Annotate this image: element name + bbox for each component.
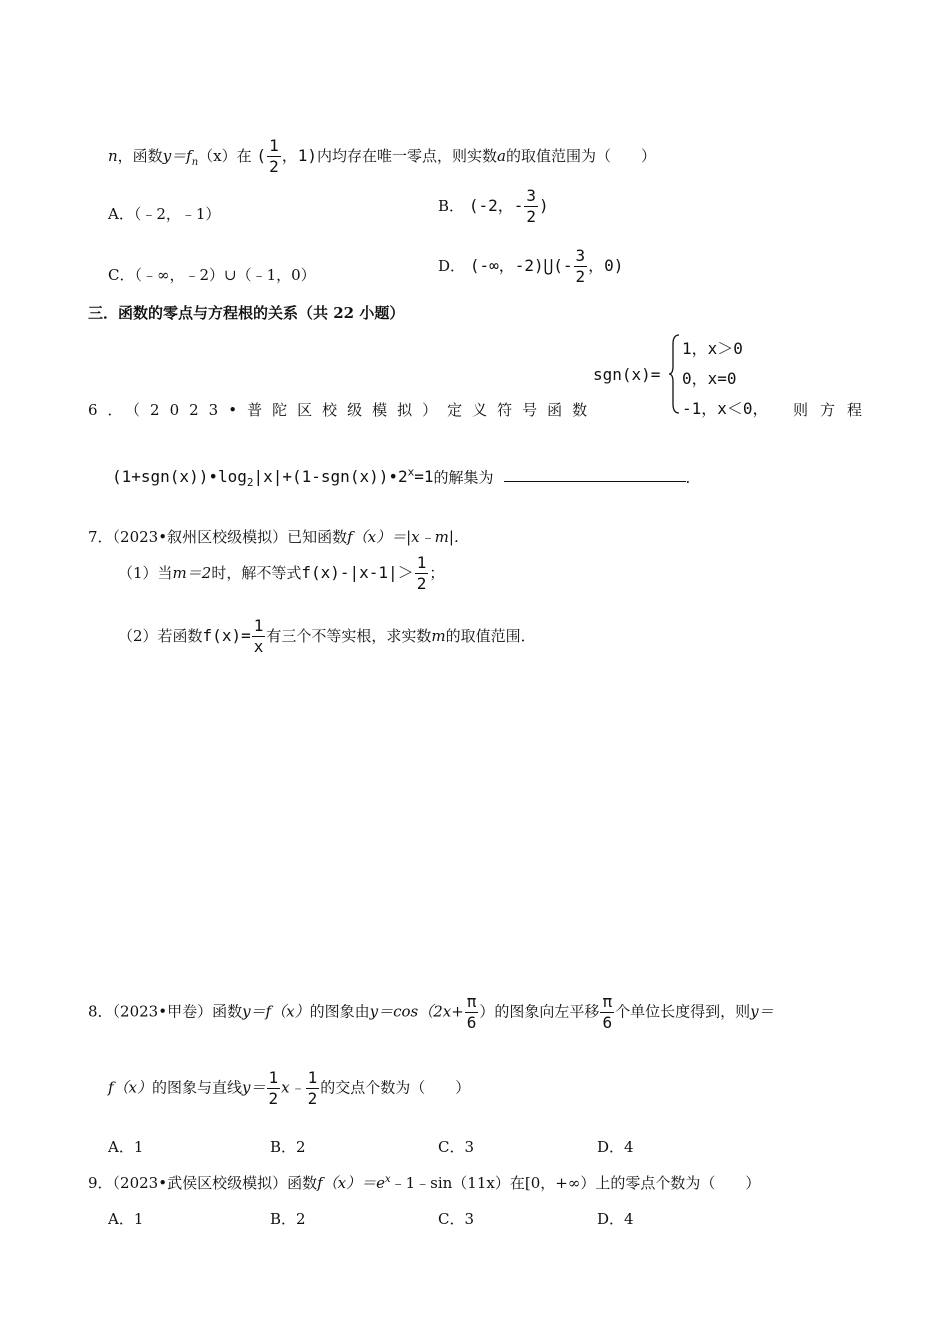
q8-l2-y: y＝ — [242, 1078, 266, 1097]
q6-eq2: |x|+(1-sgn(x))•2 — [253, 467, 408, 487]
q5-interval-den: 2 — [269, 157, 279, 176]
q8-half-frac — [267, 1070, 281, 1107]
q5-interval-frac — [267, 138, 281, 175]
q7-p2-formula — [202, 616, 267, 656]
q8-option-d[interactable]: D．4 — [597, 1138, 634, 1156]
q5-text2: 内均存在唯一零点，则实数 — [316, 147, 497, 165]
q8-l2-t1: 的图象与直线 — [152, 1078, 243, 1097]
q7-p2-pre: （2）若函数 — [118, 627, 203, 645]
q5-option-c[interactable]: C．（﹣∞，﹣2）∪（﹣1，0） — [108, 266, 316, 284]
q9-option-c[interactable]: C．3 — [438, 1210, 475, 1228]
q6-answer-blank[interactable] — [504, 467, 686, 482]
q5-x-paren: （x）在 — [198, 147, 252, 165]
q8-h-den: 2 — [268, 1089, 279, 1108]
q8-stem-line2 — [108, 1070, 470, 1107]
q6-eq3: =1 — [414, 467, 434, 487]
q5-text1: ，函数 — [117, 147, 163, 165]
q7-p2-frac — [252, 618, 266, 655]
q7-p1-pre: （1）当 — [118, 564, 173, 582]
q8-l2-x: x﹣ — [281, 1078, 305, 1097]
q5-option-d-frac — [574, 248, 588, 285]
q5-option-b-den: 2 — [526, 207, 536, 226]
q8-h2-num: 1 — [307, 1068, 318, 1087]
q5-n: n — [108, 147, 118, 165]
q5-interval-open: ( — [256, 146, 267, 165]
q8-pi2-frac — [600, 994, 614, 1031]
q5-option-d-label: D． — [438, 257, 466, 275]
q8-t3: 个单位长度得到，则 — [615, 1002, 751, 1021]
q8-pi2-num: π — [602, 992, 613, 1011]
q5-option-b-label: B． — [438, 197, 465, 215]
q8-half2-frac — [306, 1070, 320, 1107]
q6-tail: 则方程 — [793, 401, 875, 419]
q5-sub-n: n — [191, 157, 199, 168]
q7-stem — [88, 526, 469, 547]
q6-brace — [668, 334, 680, 414]
q6-sgn-lhs: sgn(x)= — [593, 365, 661, 384]
q7-part2 — [118, 618, 536, 655]
q5-interval-rest: ，1) — [281, 146, 317, 165]
q7-p1-formula — [301, 553, 429, 593]
q9-sup: x — [384, 1174, 391, 1185]
q8-h-num: 1 — [268, 1068, 279, 1087]
q8-y-eq: y＝ — [750, 1002, 774, 1021]
q5-option-d[interactable] — [438, 248, 623, 285]
q9-rest: ﹣1﹣sin（11x）在[0，+∞）上的零点个数为（ ） — [390, 1174, 761, 1192]
q6-eq-text: 的解集为 — [433, 468, 494, 487]
q7-p1-den: 2 — [416, 574, 427, 593]
q8-l2-fx: f（x） — [108, 1078, 153, 1097]
q9-fx: f（x）＝e — [317, 1174, 385, 1192]
q8-label: 8．（2023•甲卷）函数 — [88, 1002, 243, 1021]
q7-p2-end: 的取值范围． — [445, 627, 536, 645]
q5-option-d-post: ，0) — [588, 256, 624, 275]
q7-fx: f（x）＝|x﹣m|． — [347, 528, 469, 546]
q8-option-c[interactable]: C．3 — [438, 1138, 475, 1156]
q8-t2: ）的图象向左平移 — [479, 1002, 600, 1021]
q6-period: ． — [685, 468, 701, 487]
q7-p1-frac — [415, 555, 429, 592]
q8-pi-frac — [465, 994, 479, 1031]
q6-case-3: -1，x＜0， — [682, 399, 769, 418]
q8-ycos: y＝cos（2x+ — [369, 1002, 464, 1021]
q5-interval — [256, 136, 317, 176]
q9-stem — [88, 1172, 760, 1193]
q9-option-b[interactable]: B．2 — [270, 1210, 306, 1228]
q5-option-d-den: 2 — [575, 267, 586, 286]
q6-equation-line — [112, 466, 701, 490]
q5-option-b[interactable] — [438, 188, 549, 225]
q7-p2-text: 有三个不等实根，求实数 — [266, 627, 432, 645]
q5-option-d-expr — [469, 246, 624, 286]
section-heading: 三．函数的零点与方程根的关系（共 22 小题） — [88, 304, 405, 322]
q8-pi-den: 6 — [466, 1013, 477, 1032]
q8-h2-den: 2 — [307, 1089, 318, 1108]
q7-p1-end: ； — [429, 564, 445, 582]
q8-l2-t2: 的交点个数为（ ） — [320, 1078, 471, 1097]
q7-p1-num: 1 — [416, 553, 427, 572]
q7-label: 7．（2023•叙州区校级模拟）已知函数 — [88, 528, 348, 546]
q5-y-eq: y＝f — [162, 147, 192, 165]
q8-pi2-den: 6 — [602, 1013, 613, 1032]
q7-p2-m: m — [431, 627, 446, 645]
q8-pi-num: π — [466, 992, 477, 1011]
q6-eq-sub: 2 — [246, 476, 254, 490]
q6-equation — [112, 466, 434, 490]
q5-text3: 的取值范围为（ ） — [505, 147, 656, 165]
q6-case-1: 1，x＞0 — [682, 339, 743, 358]
q5-option-b-expr — [468, 186, 549, 226]
q8-stem-line1 — [88, 994, 774, 1031]
q5-stem — [108, 138, 656, 175]
q7-p2-formula-text: f(x)= — [202, 626, 251, 645]
q5-option-b-frac — [524, 188, 538, 225]
q9-option-a[interactable]: A．1 — [108, 1210, 144, 1228]
q5-option-a[interactable]: A．（﹣2，﹣1） — [108, 205, 221, 223]
q9-option-d[interactable]: D．4 — [597, 1210, 634, 1228]
q7-p1-mid: 时，解不等式 — [211, 564, 302, 582]
q8-y-fx: y＝f（x） — [242, 1002, 310, 1021]
q5-option-d-pre: (-∞，-2)⋃(- — [469, 256, 573, 275]
q8-t1: 的图象由 — [309, 1002, 370, 1021]
q8-option-b[interactable]: B．2 — [270, 1138, 306, 1156]
q7-p1-formula-text: f(x)-|x-1|＞ — [301, 563, 414, 582]
q5-option-b-num: 3 — [526, 186, 536, 205]
q9-label: 9．（2023•武侯区校级模拟）函数 — [88, 1174, 318, 1192]
q7-p2-den: x — [253, 637, 264, 656]
q6-eq1: (1+sgn(x))•log — [112, 467, 247, 487]
q7-p1-m: m＝2 — [172, 564, 212, 582]
q7-part1 — [118, 555, 444, 592]
q8-option-a[interactable]: A．1 — [108, 1138, 144, 1156]
q5-a: a — [497, 147, 506, 165]
q6-eq-sup: x — [407, 466, 415, 479]
q5-option-d-num: 3 — [575, 246, 586, 265]
q7-p2-num: 1 — [253, 616, 264, 635]
q5-option-b-post: ) — [539, 196, 549, 215]
q6-label: 6．（2023•普陀区校级模拟）定义符号函数 — [88, 401, 598, 419]
q5-interval-num: 1 — [269, 136, 279, 155]
q5-option-b-pre: (-2，- — [468, 196, 524, 215]
q6-case-2: 0，x=0 — [682, 369, 737, 388]
